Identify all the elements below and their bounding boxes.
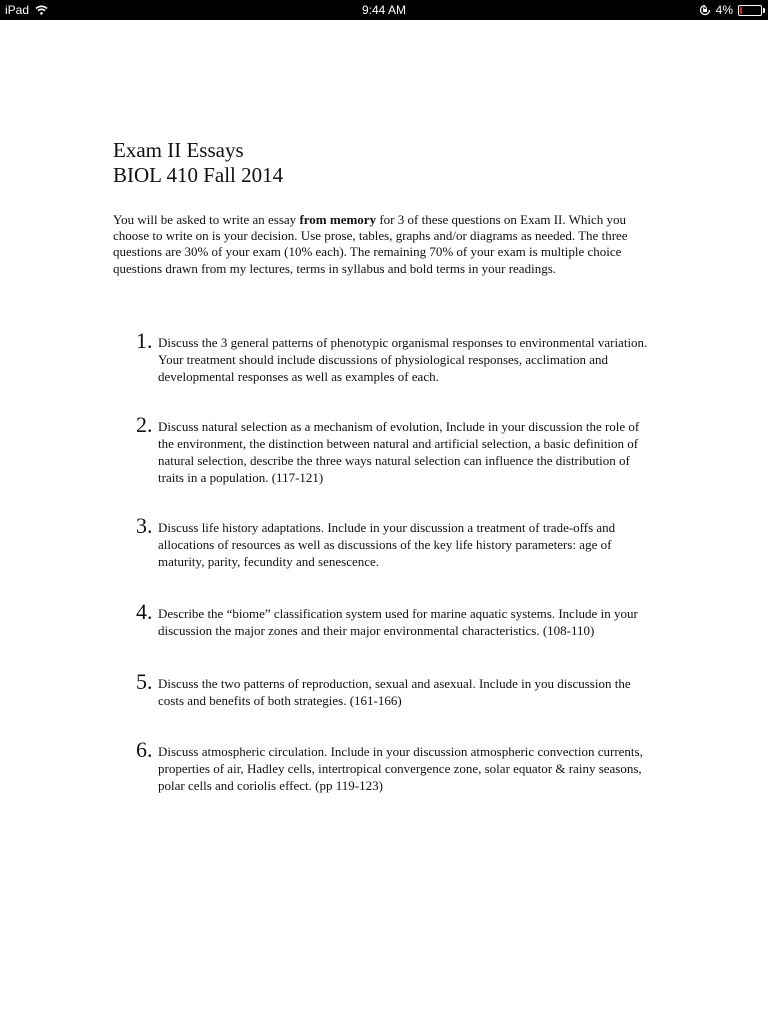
question-text: Describe the “biome” classification system used for marine aquatic systems. Include in your discussion the major zones and their major environmental characteristics. (108-110) [158, 606, 638, 638]
question-number: 5. [136, 669, 153, 694]
question-number: 2. [136, 412, 153, 437]
status-bar [0, 0, 768, 20]
question-text: Discuss the two patterns of reproduction, sexual and asexual. Include in you discussion the costs and benefits of both strategies. (161-166) [158, 676, 631, 708]
battery-percent: 4% [715, 3, 733, 17]
document-title [113, 138, 653, 188]
question-text: Discuss life history adaptations. Include in your discussion a treatment of trade-offs and allocations of resources as well as discussions of the key life history parameters: age of maturity, parity, fecundity and senescence. [158, 520, 616, 569]
intro-paragraph [113, 212, 653, 277]
document-page [113, 138, 653, 277]
title-line-1: Exam II Essays [113, 138, 244, 162]
intro-bold-text: from memory [299, 212, 377, 227]
battery-icon [738, 5, 762, 16]
question-number: 4. [136, 599, 153, 624]
rotation-lock-icon [699, 4, 711, 16]
clock: 9:44 AM [361, 3, 407, 17]
title-line-2: BIOL 410 Fall 2014 [113, 163, 284, 187]
intro-text-before: You will be asked to write an essay [113, 212, 300, 227]
intro-text-after: for 3 of these questions on Exam II. Which you choose to write on is your decision. Use prose, tables, graphs and/or diagrams as needed. The three questions are 30% of your exam (10% each). The remaining 70% of your exam is multiple choice questions drawn from my lectures, terms in syllabus and bold terms in your readings. [113, 212, 628, 276]
question-text: Discuss the 3 general patterns of phenotypic organismal responses to environmental variation. Your treatment should include discussions of physiological responses, acclimation and developmental responses as well as examples of each. [158, 335, 648, 384]
question-text: Discuss atmospheric circulation. Include in your discussion atmospheric convection currents, properties of air, Hadley cells, intertropical convergence zone, solar equator & rainy seasons, polar cells and coriolis effect. (pp 119-123) [158, 744, 643, 793]
question-text: Discuss natural selection as a mechanism of evolution, Include in your discussion the role of the environment, the distinction between natural and artificial selection, a basic definition of natural selection, describe the three ways natural selection can influence the distribution of traits in a population. (117-121) [158, 419, 640, 485]
device-name: iPad [5, 3, 30, 17]
question-number: 1. [136, 328, 153, 353]
question-number: 3. [136, 513, 153, 538]
question-number: 6. [136, 737, 153, 762]
